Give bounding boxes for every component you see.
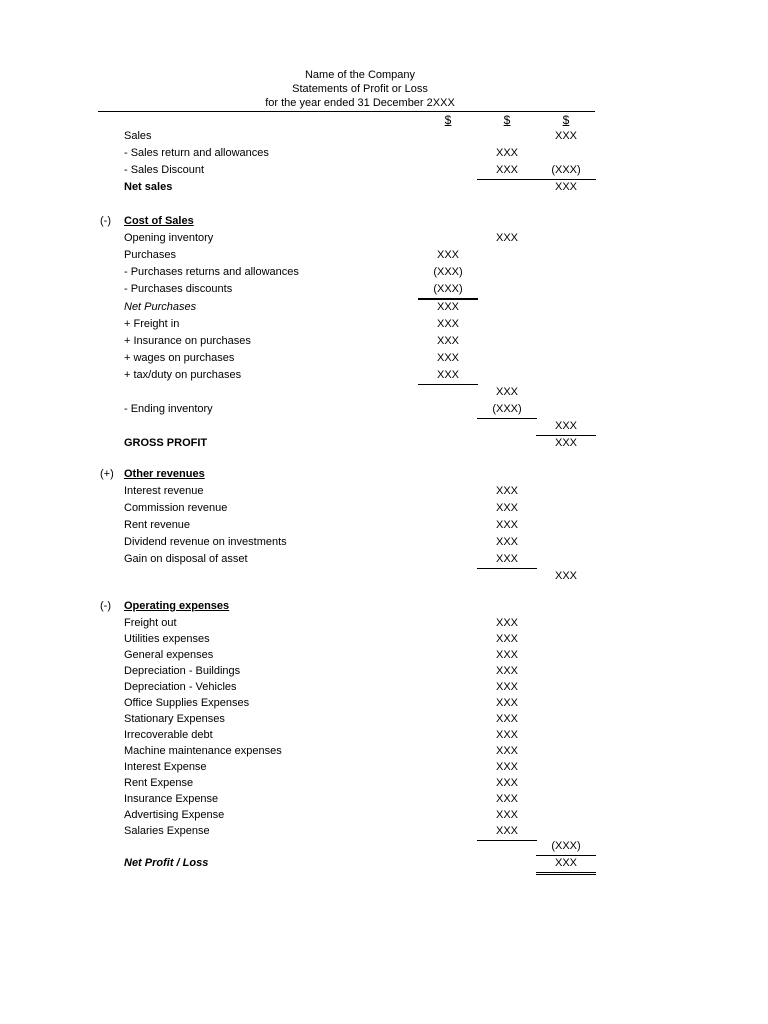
statement-title: Statements of Profit or Loss [292, 83, 428, 95]
amount-col-3: (XXX) [536, 838, 596, 856]
amount-col-2: XXX [495, 793, 518, 805]
statement-row [0, 759, 768, 776]
statement-row [0, 350, 768, 367]
statement-row [0, 418, 768, 435]
amount-col-2: XXX [495, 745, 518, 757]
amount-col-2: XXX [477, 162, 537, 180]
row-label: Rent revenue [124, 519, 191, 531]
row-label: Net sales [124, 181, 173, 193]
amount-col-2: XXX [495, 633, 518, 645]
row-label: - Purchases discounts [124, 283, 233, 295]
statement-row [0, 264, 768, 281]
statement-row [0, 631, 768, 648]
statement-row [0, 534, 768, 551]
row-sign: (+) [100, 468, 114, 480]
statement-row [0, 855, 768, 872]
amount-col-2: XXX [495, 617, 518, 629]
amount-col-2: XXX [495, 536, 518, 548]
row-label: + Insurance on purchases [124, 335, 251, 347]
statement-row [0, 711, 768, 728]
statement-period: for the year ended 31 December 2XXX [265, 97, 455, 109]
statement-row [0, 500, 768, 517]
section-heading [0, 598, 768, 615]
statement-row [0, 679, 768, 696]
row-label: Depreciation - Vehicles [124, 681, 237, 693]
currency-col-2: $ [503, 113, 511, 127]
statement-row [0, 384, 768, 401]
amount-col-3: XXX [536, 418, 596, 436]
amount-col-1: (XXX) [433, 266, 463, 278]
row-label: Opening inventory [124, 232, 214, 244]
statement-row [0, 145, 768, 162]
row-label: Office Supplies Expenses [124, 697, 250, 709]
row-label: Commission revenue [124, 502, 228, 514]
amount-col-2: XXX [495, 232, 518, 244]
amount-col-2: XXX [495, 485, 518, 497]
amount-col-1: XXX [436, 318, 459, 330]
row-label: Advertising Expense [124, 809, 225, 821]
amount-col-2: XXX [495, 809, 518, 821]
statement-row [0, 807, 768, 824]
statement-row [0, 299, 768, 316]
amount-col-3: XXX [554, 181, 577, 193]
row-label: Rent Expense [124, 777, 194, 789]
row-label: + Freight in [124, 318, 180, 330]
amount-col-2: XXX [495, 386, 518, 398]
amount-col-2: XXX [495, 519, 518, 531]
row-label: Other revenues [124, 468, 205, 480]
row-label: Dividend revenue on investments [124, 536, 287, 548]
statement-row [0, 568, 768, 585]
row-label: Insurance Expense [124, 793, 219, 805]
row-label: Purchases [124, 249, 176, 261]
statement-row [0, 517, 768, 534]
statement-row [0, 401, 768, 418]
statement-row [0, 647, 768, 664]
row-label: Operating expenses [124, 600, 230, 612]
statement-row [0, 316, 768, 333]
row-label: Interest revenue [124, 485, 204, 497]
statement-row [0, 483, 768, 500]
company-name: Name of the Company [304, 69, 416, 81]
statement-row [0, 551, 768, 568]
row-label: - Sales Discount [124, 164, 205, 176]
statement-row [0, 743, 768, 760]
statement-row [0, 230, 768, 247]
amount-col-2: XXX [495, 665, 518, 677]
row-label: Interest Expense [124, 761, 207, 773]
amount-col-2: XXX [495, 649, 518, 661]
amount-col-2: XXX [495, 502, 518, 514]
amount-col-2: XXX [495, 713, 518, 725]
amount-col-3: XXX [554, 130, 577, 142]
amount-col-1: XXX [436, 352, 459, 364]
currency-col-1: $ [444, 113, 452, 127]
amount-col-1: (XXX) [418, 281, 478, 300]
statement-row [0, 333, 768, 350]
amount-col-2: XXX [477, 823, 537, 841]
statement-row [0, 663, 768, 680]
row-label: Net Purchases [124, 301, 197, 313]
row-label: Utilities expenses [124, 633, 210, 645]
row-label: Sales [124, 130, 152, 142]
statement-row [0, 791, 768, 808]
row-sign: (-) [100, 215, 111, 227]
amount-col-2: XXX [495, 147, 518, 159]
statement-row [0, 695, 768, 712]
statement-row [0, 435, 768, 452]
row-label: + wages on purchases [124, 352, 235, 364]
amount-col-2: XXX [495, 777, 518, 789]
statement-row [0, 179, 768, 196]
statement-row [0, 775, 768, 792]
statement-row [0, 247, 768, 264]
row-label: Stationary Expenses [124, 713, 225, 725]
row-label: Gain on disposal of asset [124, 553, 248, 565]
row-label: Salaries Expense [124, 825, 210, 837]
statement-row [0, 367, 768, 384]
section-heading [0, 213, 768, 230]
amount-col-3: XXX [554, 570, 577, 582]
row-label: Machine maintenance expenses [124, 745, 282, 757]
amount-col-2: (XXX) [477, 401, 537, 419]
row-label: Irrecoverable debt [124, 729, 213, 741]
row-label: Depreciation - Buildings [124, 665, 241, 677]
row-label: Net Profit / Loss [124, 857, 209, 869]
row-label: - Ending inventory [124, 403, 213, 415]
amount-col-2: XXX [495, 681, 518, 693]
amount-col-3: XXX [554, 437, 577, 449]
row-sign: (-) [100, 600, 111, 612]
amount-col-1: XXX [436, 249, 459, 261]
row-label: - Sales return and allowances [124, 147, 269, 159]
row-label: + tax/duty on purchases [124, 369, 242, 381]
amount-col-2: XXX [495, 697, 518, 709]
amount-col-3: (XXX) [536, 162, 596, 180]
amount-col-1: XXX [436, 335, 459, 347]
currency-col-3: $ [562, 113, 570, 127]
statement-row [0, 838, 768, 855]
amount-col-2: XXX [495, 729, 518, 741]
amount-col-2: XXX [495, 761, 518, 773]
row-label: Freight out [124, 617, 177, 629]
header-rule [98, 111, 595, 112]
amount-col-2: XXX [477, 551, 537, 569]
statement-row [0, 615, 768, 632]
statement-row [0, 727, 768, 744]
statement-row [0, 128, 768, 145]
row-label: Cost of Sales [124, 215, 194, 227]
statement-row [0, 162, 768, 179]
statement-row [0, 281, 768, 298]
section-heading [0, 466, 768, 483]
amount-col-1: XXX [418, 367, 478, 385]
row-label: - Purchases returns and allowances [124, 266, 299, 278]
amount-col-3: XXX [536, 855, 596, 875]
amount-col-1: XXX [436, 301, 459, 313]
row-label: General expenses [124, 649, 214, 661]
row-label: GROSS PROFIT [124, 437, 208, 449]
